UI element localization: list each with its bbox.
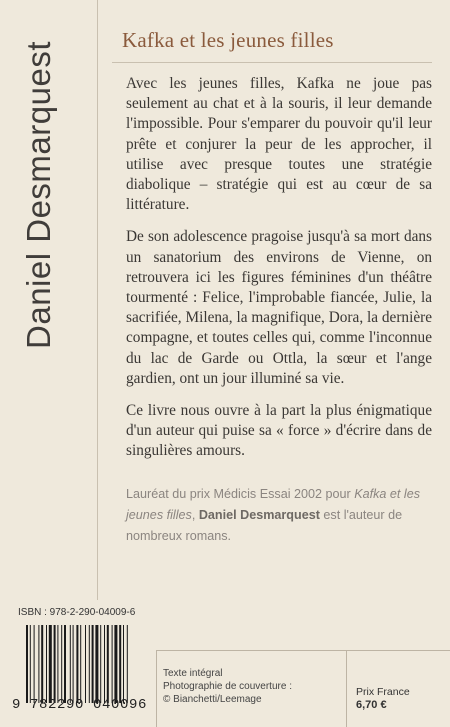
price-label: Prix France: [356, 686, 410, 698]
blurb-paragraph-3: Ce livre nous ouvre à la part la plus énigmatique d'un auteur qui puise sa « force » d'écrire dans de singulières amours.: [126, 402, 432, 460]
bio-book-title: Kafka et les jeunes filles: [126, 487, 421, 522]
vertical-divider: [97, 0, 98, 600]
author-name-text: Daniel Desmarquest: [20, 41, 57, 349]
author-bio: [126, 484, 432, 547]
price-amount: 6,70 €: [356, 699, 387, 711]
bottom-divider-horizontal: [156, 650, 450, 651]
isbn-label: ISBN : 978-2-290-04009-6: [18, 607, 136, 618]
credits-block: [163, 667, 343, 706]
isbn-block: [12, 607, 148, 719]
bottom-divider-right: [346, 650, 347, 727]
blurb-paragraph-2: De son adolescence pragoise jusqu'à sa mort dans un sanatorium des environs de Vienne, on retrouvera ici les figures féminines d'un théâtre tourmenté : Felice, l'improbable fiancée, Julie, la sacrifiée, Milena, la magnifique, Dora, la dernière compagne, et toutes celles qui, comme l'inconnue du lac de Garde ou Ottla, la sœur et l'ange gardien, ont un jour illuminé sa vie.: [126, 228, 432, 387]
bio-prefix: Lauréat du prix Médicis Essai 2002 pour: [126, 487, 355, 501]
barcode-digits: 9 782290 040096: [12, 697, 148, 713]
credit-line: Texte intégral: [163, 668, 223, 679]
book-title: Kafka et les jeunes filles: [122, 28, 334, 52]
bio-suffix: est l'auteur de nombreux romans.: [126, 508, 403, 543]
blurb: [126, 74, 432, 474]
author-name-vertical: [16, 40, 62, 350]
bio-author-name: Daniel Desmarquest: [198, 508, 320, 522]
bottom-divider-left: [156, 650, 157, 727]
bio-separator: ,: [191, 508, 199, 522]
blurb-paragraph-1: Avec les jeunes filles, Kafka ne joue pas seulement au chat et à la souris, il leur demande l'impossible. Pour s'emparer du pouvoir qu'il leur prête et conjurer la peur de les approcher, il utilise avec presque toutes une stratégie diabolique – stratégie qui est au cœur de sa littérature.: [126, 75, 432, 214]
credit-line: © Bianchetti/Leemage: [163, 694, 262, 705]
price-block: [356, 686, 446, 712]
title-divider: [112, 62, 432, 63]
barcode-icon: [26, 625, 156, 703]
credit-line: Photographie de couverture :: [163, 681, 292, 692]
